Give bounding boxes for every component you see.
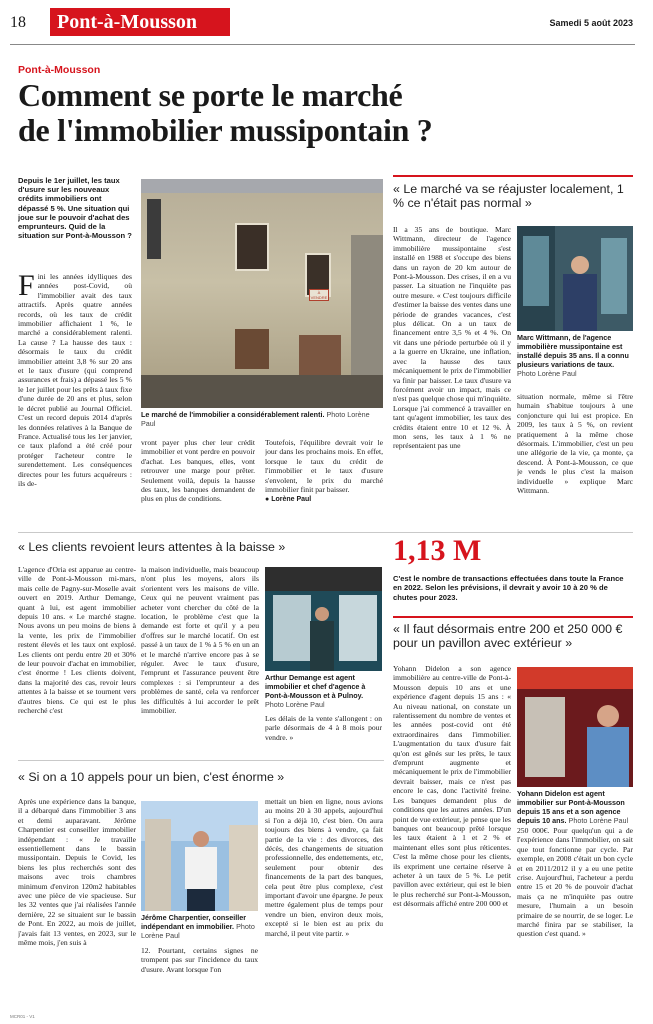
issue-date: Samedi 5 août 2023 xyxy=(549,18,633,28)
charpentier-photo xyxy=(141,801,258,911)
main-title xyxy=(18,78,638,148)
demange-col-3: Les délais de la vente s'allongent : on parle désormais de 4 à 8 mois pour vendre. » xyxy=(265,714,382,742)
lower-rule xyxy=(18,760,384,761)
kicker: Pont-à-Mousson xyxy=(18,64,101,76)
didelon-col-1: Yohann Didelon a son agence immobilière au centre-ville de Pont-à-Mousson depuis 10 ans et une expérience d'agent depuis 15 ans : « Au niveau national, on constate un ralentissement du nombre de ventes et les années post-covid ont été extraordinaires dans l'immobilier. L'augmentation du taux d'usure fait qu'on est gênés sur les prêts, le taux d'emprunt augmente et mécaniquement le prix de l'immobilier devrait baisser, mais ce n'est pas encore le cas, donc l'activité freine. Les banques demandent plus de conditions que les autres années. D'un point de vue extérieur, je pense que les banques ont beaucoup prêté lorsque les taux étaient à 1 et 2 % et maintenant elles sont plus réticentes. C'est la même chose pour les clients, ils expriment une certaine réserve à acheter à un taux de 5 %. Le petit pavillon avec extérieur, qui est le bien le plus recherché sur Pont-à-Mousson, est désormais affiché entre 200 000 et xyxy=(393,664,511,909)
didelon-col-2: 250 000€. Pour quelqu'un qui a de l'expérience dans l'immobilier, on sait que tout fonctionne par cycle. Par exemple, en 2008 c'était un bon cycle et en 2011/2012 il y a eu une petite crise. Aujourd'hui, l'acheteur a perdu entre 15 et 20 % de pouvoir d'achat mais ça ne m'inquiète pas outre mesure, l'humain a un besoin primaire de se nourrir, de se loger. Le marché finira par se stabiliser, la question c'est quand. » xyxy=(517,826,633,939)
page-number: 18 xyxy=(10,14,26,31)
main-photo xyxy=(141,179,383,408)
footer-code: MCR01 - V1 xyxy=(10,1014,35,1019)
body-col-3: Toutefois, l'équilibre devrait voir le jour dans les prochains mois. En effet, lorsque le taux du crédit de l'immobilier et le taux d'usure s'envolent, le prix du marché immobilier finit par baisser. ● Lorène Paul xyxy=(265,438,383,504)
body-col-1: Fini les années idylliques des années post-Covid, où l'immobilier avait des taux attractifs. Après quatre années records, où les taux de crédit immobilier affichaient 1 %, le marché a considérablement ralenti. La cause ? La hausse des taux : désormais le taux du crédit immobilier atteint 3,8 % sur 20 ans et le taux d'usure (qui comprend assurances et frais) a dépassé les 5 % le 1er juillet pour les prêts à taux fixe d'une durée de 20 ans et plus, selon le décret publié au Journal Officiel. C'est un record depuis 2014 d'après les données relatives à la Banque de France. Actualisé tous les 1er janvier, ce taux plafond a été créé pour protéger l'acheteur contre le surendettement. Les conséquences directes pour les futurs acquéreurs : ils de- xyxy=(18,272,132,488)
main-photo-caption: Le marché de l'immobilier a considérablement ralenti. Photo Lorène Paul xyxy=(141,410,370,428)
wittmann-caption: Marc Wittmann, de l'agence immobilière mussipontaine est installé depuis 35 ans. Il a connu plusieurs variations de taux. Photo Lorène Paul xyxy=(517,333,629,378)
dropcap: F xyxy=(18,272,35,302)
stat-text: C'est le nombre de transactions effectuées dans toute la France en 2022. Selon les prévisions, il devrait y avoir 10 à 20 % de chutes pour 2023. xyxy=(393,574,624,602)
charpentier-caption: Jérôme Charpentier, conseiller indépendant en immobilier. Photo Lorène Paul xyxy=(141,913,255,940)
mid-rule xyxy=(18,532,633,533)
wittmann-photo xyxy=(517,226,633,331)
didelon-rule xyxy=(393,616,633,618)
didelon-photo xyxy=(517,667,633,787)
wittmann-rule xyxy=(393,175,633,177)
demange-col-1: L'agence d'Oria est apparue au centre-ville de Pont-à-Mousson mi-mars, mais celle de Pagny-sur-Moselle avait ouvert en 2019. Arthur Demange, quant à lui, est agent immobilier depuis 10 ans. « Le marché stagne. Nous avons un peu moins de biens à la vente, les prix de l'immobilier restent élevés et les taux ont explosé. Les clients ont perdu entre 20 et 30% de leur pouvoir d'achat en immobilier, c'est énorme ! Les clients doivent, dans la majorité des cas, revoir leurs attentes à la baisse et se tournent vers d'autres biens. Ce qui est le plus recherché c'est xyxy=(18,565,136,716)
header-rule xyxy=(10,44,635,45)
charpentier-col-2: 12. Pourtant, certains signes ne trompent pas sur l'incidence du taux d'usure. Avant lorsque l'on xyxy=(141,946,258,974)
wittmann-title: « Le marché va se réajuster localement, 1 % ce n'était pas normal » xyxy=(393,182,624,210)
demange-title: « Les clients revoient leurs attentes à la baisse » xyxy=(18,540,286,554)
wittmann-col-2: situation normale, même si l'être humain s'habitue toujours à une conjoncture qui lui est propice. En 2009, les taux à 5 %, on revient pratiquement à la même chose désormais. L'immobilier, c'est un peu une allégorie de la vie, ça monte, ça descend. À Pont-à-Mousson, ce que je vends le plus c'est la maison individuelle » explique Marc Wittmann. xyxy=(517,392,633,496)
didelon-title: « Il faut désormais entre 200 et 250 000 € pour un pavillon avec extérieur » xyxy=(393,622,623,650)
lead: Depuis le 1er juillet, les taux d'usure sur les nouveaux crédits immobiliers ont dépassé 5 %. Une situation qui joue sur le pouvoir d'achat des emprunteurs. Quid de la situation sur Pont-à-Mousson ? xyxy=(18,176,132,241)
title-line-1: Comment se porte le marché xyxy=(18,78,403,113)
didelon-caption: Yohann Didelon est agent immobilier sur Pont-à-Mousson depuis 15 ans et a son agence depuis 10 ans. Photo Lorène Paul xyxy=(517,789,629,825)
section-banner xyxy=(50,8,230,36)
charpentier-col-3: mettait un bien en ligne, nous avions au moins 20 à 30 appels, aujourd'hui si l'on a déjà 10, c'est bien. On aura toujours des biens à vendre, ça fait partie de la vie : des divorces, des décès, des changements de situation professionnelle, des endettements, etc, seulement pour obtenir des financements de la part des banques, cela peut être plus complexe, c'est important d'avoir une épargne. Je peux mettre également plus de temps pour vendre un bien, environ deux mois, excepté si le bien est au prix du marché, il peut vite partir. » xyxy=(265,797,383,938)
charpentier-title: « Si on a 10 appels pour un bien, c'est énorme » xyxy=(18,770,285,784)
demange-col-2: la maison individuelle, mais beaucoup n'ont plus les moyens, alors ils s'orientent vers les maisons de ville. Ceux qui ne peuvent vraiment pas acheter vont chercher du côté de la location, le problème c'est que la demande est forte et qu'il y a peu d'offres sur le marché locatif. On est passé à un taux de 1 % à 5 % en un an et le marché n'arrive encore pas à se réguler. Avec le taux d'usure, l'emprunt et l'assurance peuvent être complexes : si l'emprunteur a des problèmes de santé, cela va renforcer les difficultés à lui accorder le prêt immobilier. xyxy=(141,565,259,716)
body-col-2: vront payer plus cher leur crédit immobilier et vont perdre en pouvoir d'achat. Les banques, elles, vont retrouver une marge pour prêter. Seulement voilà, depuis la hausse des taux, les banques demandent de plus en plus de conditions. xyxy=(141,438,255,504)
demange-photo xyxy=(265,567,382,671)
charpentier-col-1: Après une expérience dans la banque, il a débarqué dans l'immobilier 3 ans et demi auparavant. Jérôme Charpentier est conseiller immobilier indépendant : « Je travaille essentiellement dans le bassin mussipontain. Depuis le Covid, les biens les plus recherchés sont des maisons avec trois chambres minimum d'environ 120m2 habitables avec une pièce de vie spacieuse. Sur les 32 ventes que j'ai réalisées l'année dernière, 22 se situaient sur le bassin de Pont. En 2022, au mois de juillet, j'avais fait 13 ventes, en 2023, sur le même mois, j'en suis à xyxy=(18,797,136,948)
stat-figure: 1,13 M xyxy=(393,534,482,567)
signature: Lorène Paul xyxy=(271,496,312,504)
title-line-2: de l'immobilier mussipontain ? xyxy=(18,112,433,148)
for-sale-sign: À VENDRE xyxy=(310,290,328,300)
section-title: Pont-à-Mousson xyxy=(57,11,198,33)
wittmann-col-1: Il a 35 ans de boutique. Marc Wittmann, directeur de l'agence immobilière mussipontaine s'est installé en 1988 et s'occupe des biens dans un rayon de 20 km autour de Pont-à-Mousson. Des crises, il en a vu passer. La situation ne l'inquiète pas outre mesure. « C'est toujours difficile d'estimer la baisse des ventes dans une période de grandes vacances, c'est plus délicat. On a un taux de financement entre 3,5 % et 4 %. On vit dans une période perturbée où il y a la guerre en Ukraine, une inflation, avec la hausse des taux mécaniquement le prix de l'immobilier va finir par baisser. Le taux d'usure va forcément avoir un impact, mais ce n'est pas quelque chose qui m'inquiète. Lorsque j'ai commencé à travailler en tant qu'agent immobilier, les taux des crédits étaient entre 10 et 12 %. À mon sens, les taux à 1 % ne représentaient pas une xyxy=(393,225,511,451)
demange-caption: Arthur Demange est agent immobilier et chef d'agence à Pont-à-Mousson et à Pulnoy. Photo Lorène Paul xyxy=(265,673,366,709)
